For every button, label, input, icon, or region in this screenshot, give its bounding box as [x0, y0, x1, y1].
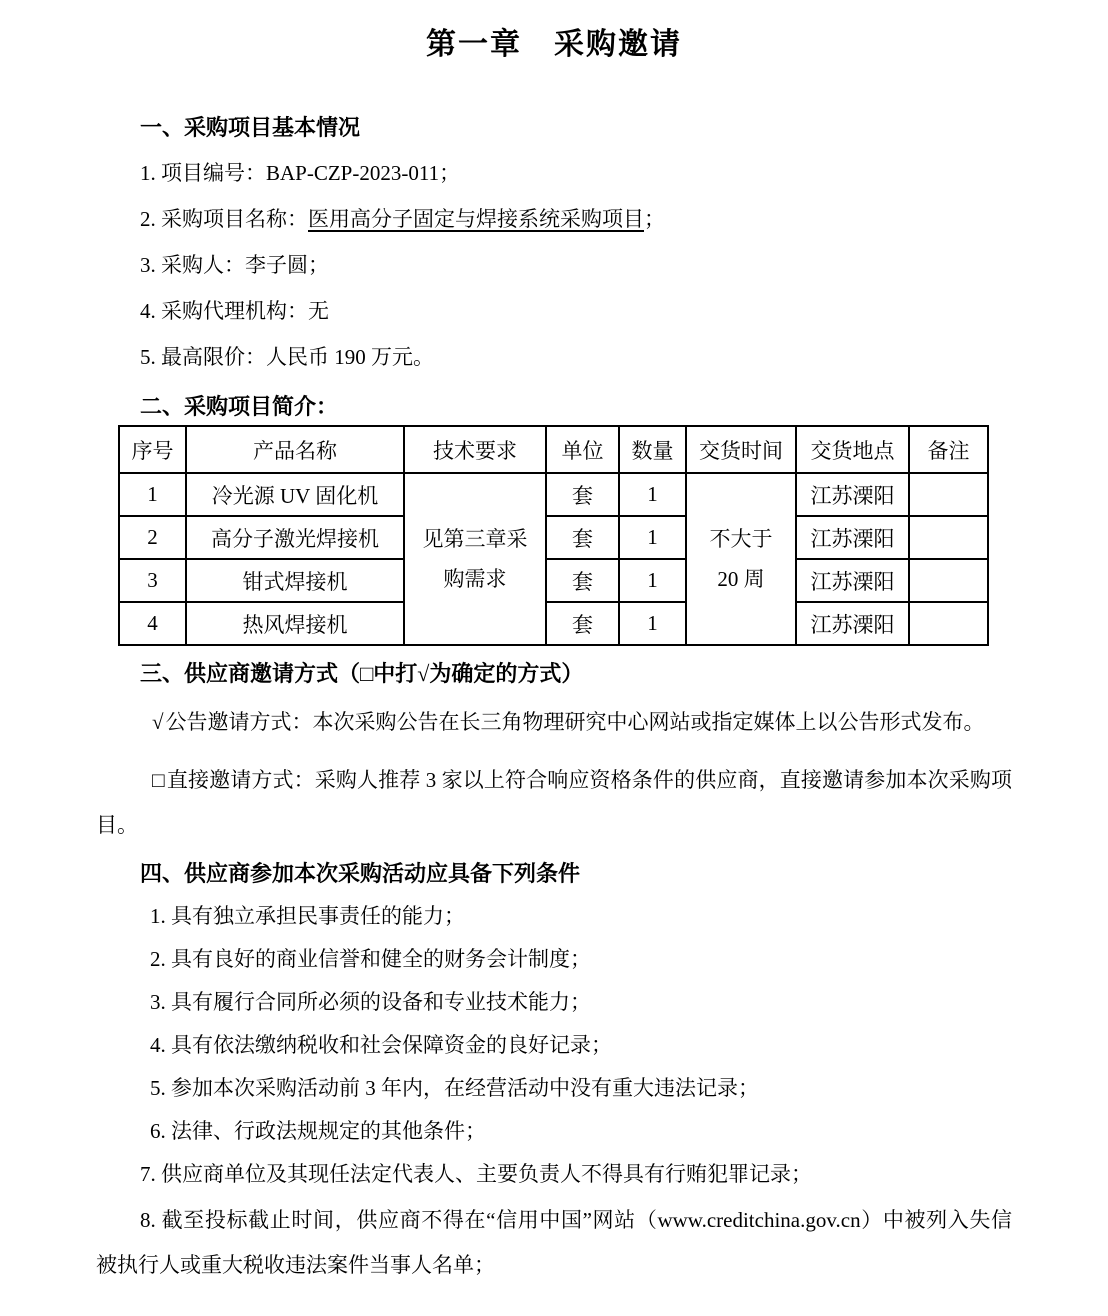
cell-seq: 1 — [119, 473, 186, 516]
cell-note — [909, 559, 988, 602]
col-header-delivery-time: 交货时间 — [686, 426, 796, 473]
cell-qty: 1 — [619, 559, 686, 602]
section-overview-heading: 二、采购项目简介： — [140, 394, 339, 419]
qualification-item-7: 7. 供应商单位及其现任法定代表人、主要负责人不得具有行贿犯罪记录； — [140, 1162, 812, 1186]
tech-requirement-text: 见第三章采购需求 — [422, 527, 528, 591]
cell-product-name: 钳式焊接机 — [186, 559, 404, 602]
qualification-item-2: 2. 具有良好的商业信誉和健全的财务会计制度； — [150, 947, 591, 971]
project-number: 1. 项目编号：BAP-CZP-2023-011； — [140, 161, 461, 185]
cell-qty: 1 — [619, 602, 686, 645]
direct-invitation-text: 直接邀请方式：采购人推荐 3 家以上符合响应资格条件的供应商，直接邀请参加本次采购项目。 — [96, 768, 1013, 837]
col-header-unit: 单位 — [546, 426, 619, 473]
cell-delivery-place: 江苏溧阳 — [796, 602, 909, 645]
project-name-value: 医用高分子固定与焊接系统采购项目 — [308, 207, 644, 231]
cell-product-name: 热风焊接机 — [186, 602, 404, 645]
cell-note — [909, 602, 988, 645]
project-name — [96, 206, 1012, 233]
cell-product-name: 高分子激光焊接机 — [186, 516, 404, 559]
cell-note — [909, 516, 988, 559]
direct-invitation-paragraph — [96, 758, 1012, 848]
cell-delivery-time — [686, 473, 796, 645]
cell-unit: 套 — [546, 516, 619, 559]
checkbox-symbol: □ — [152, 768, 165, 792]
cell-note — [909, 473, 988, 516]
table-row-1 — [119, 473, 988, 516]
qualification-item-5: 5. 参加本次采购活动前 3 年内，在经营活动中没有重大违法记录； — [150, 1076, 759, 1100]
qualification-item-1: 1. 具有独立承担民事责任的能力； — [150, 904, 465, 928]
section-qualifications-heading: 四、供应商参加本次采购活动应具备下列条件 — [140, 861, 581, 886]
col-header-delivery-place: 交货地点 — [796, 426, 909, 473]
cell-qty: 1 — [619, 473, 686, 516]
table-row-3 — [119, 559, 988, 602]
cell-unit: 套 — [546, 559, 619, 602]
chapter-title: 第一章 采购邀请 — [426, 28, 682, 61]
table-row-4 — [119, 602, 988, 645]
cell-unit: 套 — [546, 473, 619, 516]
qualification-item-4: 4. 具有依法缴纳税收和社会保障资金的良好记录； — [150, 1033, 612, 1057]
cell-delivery-place: 江苏溧阳 — [796, 516, 909, 559]
col-header-product-name: 产品名称 — [186, 426, 404, 473]
qualification-item-6: 6. 法律、行政法规规定的其他条件； — [150, 1119, 486, 1143]
cell-seq: 3 — [119, 559, 186, 602]
table-header-row — [119, 426, 988, 473]
cell-delivery-place: 江苏溧阳 — [796, 559, 909, 602]
qualification-item-3: 3. 具有履行合同所必须的设备和专业技术能力； — [150, 990, 591, 1014]
section-invitation-heading: 三、供应商邀请方式（□中打√为确定的方式） — [140, 661, 584, 686]
public-invitation-text: 公告邀请方式：本次采购公告在长三角物理研究中心网站或指定媒体上以公告形式发布。 — [165, 710, 985, 734]
price-cap: 5. 最高限价：人民币 190 万元。 — [140, 345, 434, 369]
delivery-time-text: 不大于 20 周 — [709, 527, 773, 591]
cell-qty: 1 — [619, 516, 686, 559]
purchaser: 3. 采购人：李子圆； — [140, 253, 329, 277]
section-basic-info-heading: 一、采购项目基本情况 — [140, 115, 361, 140]
cell-product-name: 冷光源 UV 固化机 — [186, 473, 404, 516]
col-header-seq: 序号 — [119, 426, 186, 473]
procurement-agency: 4. 采购代理机构：无 — [140, 299, 329, 323]
cell-delivery-place: 江苏溧阳 — [796, 473, 909, 516]
cell-seq: 2 — [119, 516, 186, 559]
qualification-item-8: 8. 截至投标截止时间，供应商不得在“信用中国”网站（www.creditchina.gov.cn）中被列入失信被执行人或重大税收违法案件当事人名单； — [96, 1208, 1012, 1277]
public-invitation-paragraph — [96, 700, 1012, 745]
product-table — [118, 425, 989, 646]
col-header-tech-requirement: 技术要求 — [404, 426, 546, 473]
col-header-qty: 数量 — [619, 426, 686, 473]
project-name-label: 2. 采购项目名称： — [140, 207, 308, 231]
table-row-2 — [119, 516, 988, 559]
cell-tech-requirement — [404, 473, 546, 645]
col-header-note: 备注 — [909, 426, 988, 473]
cell-unit: 套 — [546, 602, 619, 645]
cell-seq: 4 — [119, 602, 186, 645]
checkmark-symbol: √ — [152, 710, 164, 734]
project-name-suffix: ； — [644, 207, 665, 231]
